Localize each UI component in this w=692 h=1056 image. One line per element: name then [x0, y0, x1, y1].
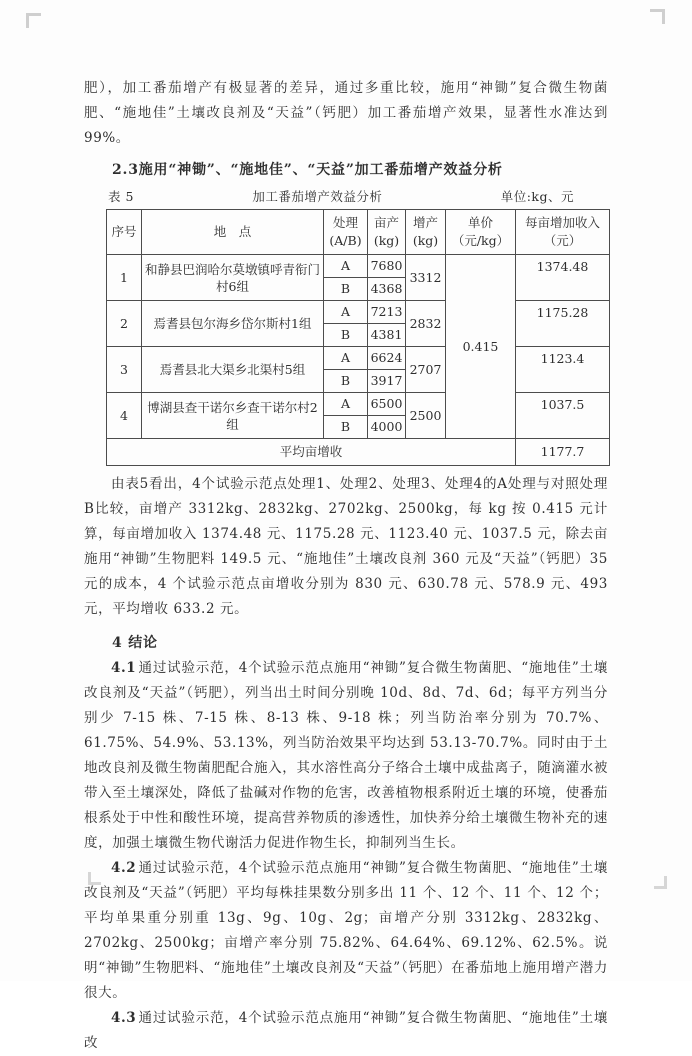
cell-treatment-a: A [324, 301, 368, 324]
cell-increase: 2832 [406, 301, 446, 347]
cell-no: 4 [107, 393, 142, 439]
cell-treatment-a: A [324, 393, 368, 416]
section-4-1-text: 通过试验示范，4个试验示范点施用“神锄”复合微生物菌肥、“施地佳”土壤改良剂及“天益”（钙肥），列当出土时间分别晚 10d、8d、7d、6d；每平方列当分别少 7-15 株、7-15 株、8-13 株、9-18 株；列当防治率分别为 70.7%、61.75%、54.9%、53.13%，列当防治效果平均达到 53.13-70.7%。同时由于土地改良剂及微生物菌肥配合施入，其水溶性高分子络合土壤中成盐离子，随滴灌水被带入至土壤深处，降低了盐碱对作物的危害，改善植物根系附近土壤的环境，使番茄根系处于中性和酸性环境，提高营养物质的渗透性，加快养分给土壤微生物补充的速度，加强土壤微生物代谢活力促进作物生长，抑制列当生长。 [84, 660, 608, 851]
table-row [107, 393, 610, 416]
table-caption [84, 187, 608, 207]
cell-location: 焉耆县北大渠乡北渠村5组 [142, 347, 324, 393]
section-4-3-text: 通过试验示范，4个试验示范点施用“神锄”复合微生物菌肥、“施地佳”土壤改 [84, 1010, 608, 1051]
header-yield: 亩产 (kg) [368, 210, 406, 255]
cell-treatment-b: B [324, 278, 368, 301]
cell-no: 1 [107, 255, 142, 301]
cell-yield-b: 4000 [368, 416, 406, 439]
table5-benefit-analysis [106, 209, 610, 466]
table-footer-row [107, 439, 610, 466]
header-no: 序号 [107, 210, 142, 255]
section-4-3-paragraph [84, 1006, 608, 1056]
table-discussion-paragraph: 由表5看出，4个试验示范点处理1、处理2、处理3、处理4的A处理与对照处理B比较，亩增产 3312kg、2832kg、2702kg、2500kg，每 kg 按 0.415 元计算，每亩增加收入 1374.48 元、1175.28 元、1123.40 元、1037.5 元，除去亩施用“神锄”生物肥料 149.5 元、“施地佳”土壤改良剂 360 元及“天益”（钙肥）35 元的成本，4 个试验示范点亩增收分别为 830 元、630.78 元、578.9 元、493 元，平均增收 633.2 元。 [84, 476, 608, 617]
table-caption-label: 表 5 [108, 189, 134, 204]
cell-no: 3 [107, 347, 142, 393]
section-4-2-number: 4.2 [111, 860, 137, 876]
cell-treatment-a: A [324, 347, 368, 370]
scan-crop-mark-right [654, 876, 667, 889]
section-4-1-paragraph [84, 656, 608, 856]
cell-yield-a: 6624 [368, 347, 406, 370]
footer-label: 平均亩增收 [107, 439, 516, 466]
section-4-2-paragraph [84, 856, 608, 1006]
cell-income: 1123.4 [516, 347, 610, 393]
scan-crop-mark-top-right [650, 9, 665, 24]
header-income: 每亩增加收入 （元） [516, 210, 610, 255]
intro-paragraph: 肥），加工番茄增产有极显著的差异，通过多重比较，施用“神锄”复合微生物菌肥、“施地佳”土壤改良剂及“天益”（钙肥）加工番茄增产效果，显著性水准达到99%。 [84, 80, 608, 146]
cell-treatment-b: B [324, 416, 368, 439]
cell-increase: 3312 [406, 255, 446, 301]
cell-increase: 2500 [406, 393, 446, 439]
header-location: 地 点 [142, 210, 324, 255]
cell-yield-b: 4381 [368, 324, 406, 347]
table-caption-unit: 单位:kg、元 [500, 189, 574, 204]
cell-treatment-b: B [324, 324, 368, 347]
section-4-2-text: 通过试验示范，4个试验示范点施用“神锄”复合微生物菌肥、“施地佳”土壤改良剂及“天益”（钙肥）平均每株挂果数分别多出 11 个、12 个、11 个、12 个；平均单果重分别重 13g、9g、10g、2g；亩增产分别 3312kg、2832kg、2702kg、2500kg；亩增产率分别 75.82%、64.64%、69.12%、62.5%。说明“神锄”生物肥料、“施地佳”土壤改良剂及“天益”（钙肥）在番茄地上施用增产潜力很大。 [84, 860, 608, 1001]
table-row [107, 347, 610, 370]
cell-yield-b: 4368 [368, 278, 406, 301]
page-content [84, 0, 608, 1056]
section-4-1-number: 4.1 [111, 660, 137, 676]
cell-yield-b: 3917 [368, 370, 406, 393]
cell-location: 和静县巴润哈尔莫墩镇呼青衔门村6组 [142, 255, 324, 301]
footer-value: 1177.7 [516, 439, 610, 466]
section-2-3-heading: 2.3施用“神锄”、“施地佳”、“天益”加工番茄增产效益分析 [112, 162, 503, 178]
section-4-heading: 4 结论 [112, 635, 158, 651]
cell-treatment-b: B [324, 370, 368, 393]
table-caption-title: 加工番茄增产效益分析 [252, 189, 383, 204]
header-increase: 增产 (kg) [406, 210, 446, 255]
cell-yield-a: 7680 [368, 255, 406, 278]
table-row [107, 301, 610, 324]
cell-income: 1037.5 [516, 393, 610, 439]
cell-yield-a: 7213 [368, 301, 406, 324]
cell-treatment-a: A [324, 255, 368, 278]
cell-no: 2 [107, 301, 142, 347]
header-treatment: 处理 (A/B) [324, 210, 368, 255]
table-header-row [107, 210, 610, 255]
section-4-3-number: 4.3 [111, 1010, 137, 1026]
cell-income: 1374.48 [516, 255, 610, 301]
cell-income: 1175.28 [516, 301, 610, 347]
header-unit-price: 单价 （元/kg） [446, 210, 516, 255]
cell-unit-price: 0.415 [446, 255, 516, 439]
cell-location: 博湖县查干诺尔乡查干诺尔村2组 [142, 393, 324, 439]
cell-yield-a: 6500 [368, 393, 406, 416]
table-row [107, 255, 610, 278]
cell-increase: 2707 [406, 347, 446, 393]
scan-crop-mark-top-left [26, 13, 41, 28]
cell-location: 焉耆县包尔海乡岱尔斯村1组 [142, 301, 324, 347]
